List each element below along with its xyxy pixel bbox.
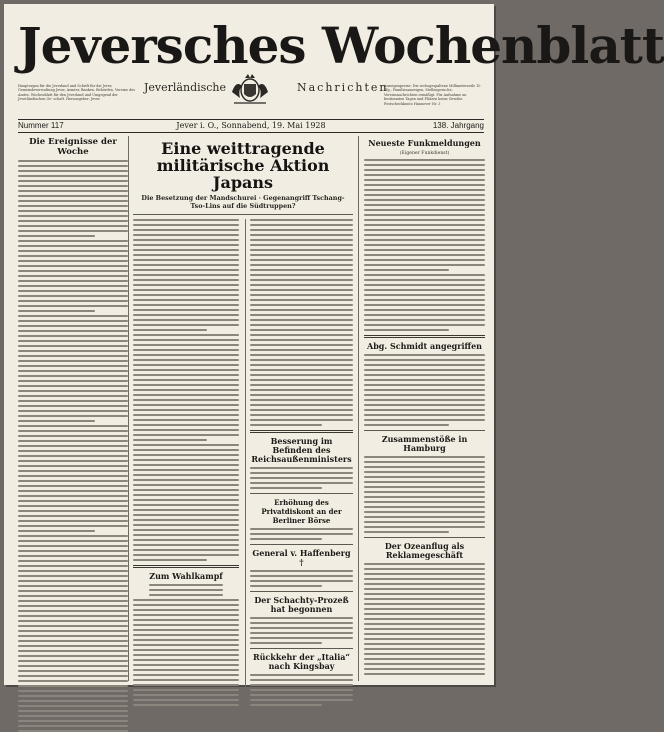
volume-year: 138. Jahrgang: [432, 121, 484, 130]
masthead-subtitle-left: Jeverländische: [144, 81, 227, 94]
issue-number: Nummer 117: [18, 121, 64, 130]
coat-of-arms-icon: [228, 70, 272, 106]
column-1: [18, 136, 129, 681]
election-campaign-heading: Zum Wahlkampf: [149, 571, 223, 581]
dateline-bar: [18, 119, 484, 133]
column-3: [245, 219, 353, 699]
lead-story: [133, 136, 353, 681]
radio-news-subheading: (Eigener Funkdienst): [399, 151, 450, 156]
schmidt-attacked-heading: Abg. Schmidt angegriffen: [366, 341, 482, 351]
col1-body-text: [18, 160, 128, 732]
masthead-left-note: Hauptorgan für die Jeverland und Schrift für die Jever, Gemeindeverwaltung Jever, Aemter, Banken, Behörden, Vereine des Amtes. Wochenblatt für den Jeverland und Umgegend der Jeverländischen Ge- schaft. Herausgeber: Jever.: [18, 84, 136, 102]
masthead-subtitle-right: Nachrichten: [297, 81, 389, 94]
place-date: Jever i. O., Sonnabend, 19. Mai 1928: [176, 121, 326, 130]
foreign-minister-heading: Besserung im Befinden des Reichsaußenministers: [251, 436, 352, 464]
masthead-right-note: Anzeigenpreise: Die sechsgespaltene Millimeterzeile 10 Pfg., Familienanzeigen, Stellengesuche, Vereinsnachrichten ermäßigt. Für Aufnahme an bestimmten Tagen und Plätzen keine Gewähr. Postscheckkonto Hannover Nr. 3: [384, 84, 481, 106]
radio-news-heading: Neueste Funkmeldungen: [368, 138, 481, 148]
hamburg-clashes-heading: Zusammenstöße in Hamburg: [381, 434, 468, 453]
masthead: [4, 4, 664, 122]
newspaper-page: [4, 4, 664, 685]
column-4: [358, 136, 485, 681]
col1-heading: Die Ereignisse der Woche: [29, 137, 117, 157]
masthead-title: Jeversches Wochenblatt: [18, 16, 664, 75]
general-obituary-heading: General v. Haffenberg †: [252, 548, 351, 567]
ocean-flight-heading: Der Ozeanflug als Reklamegeschäft: [384, 541, 465, 560]
shakhty-trial-heading: Der Schachty-Prozeß hat begonnen: [254, 595, 349, 614]
discount-rate-heading: Erhöhung des Privatdiskont an der Berliner Börse: [261, 498, 342, 525]
column-2: [133, 219, 239, 699]
lead-headline: Eine weittragende militärische Aktion Japans: [156, 139, 330, 192]
lead-deck: Die Besetzung der Mandschurei · Gegenangriff Tschang-Tso-Lins auf die Südtruppen?: [141, 194, 345, 210]
italia-return-heading: Rückkehr der „Italia“ nach Kingsbay: [252, 652, 351, 671]
